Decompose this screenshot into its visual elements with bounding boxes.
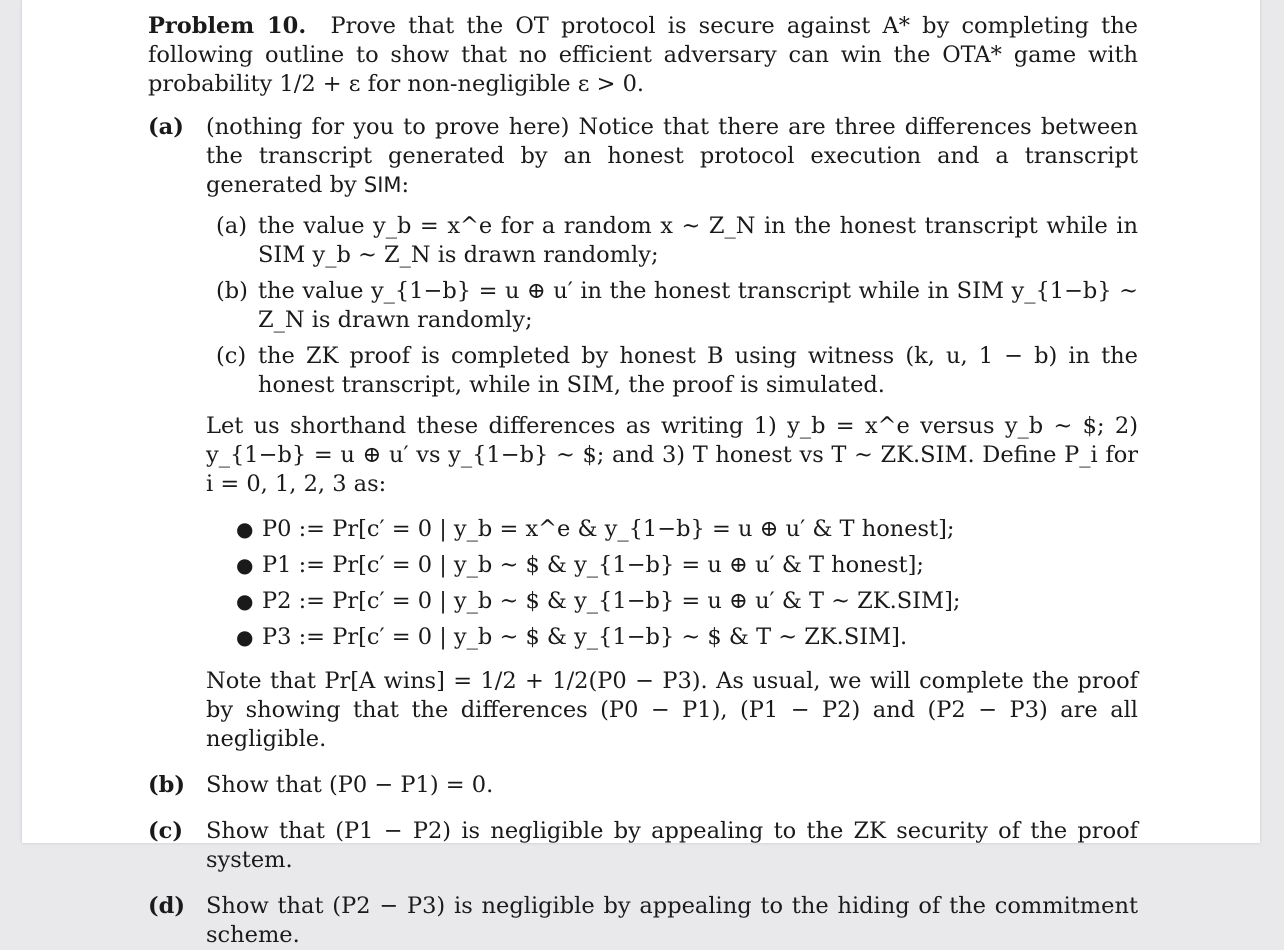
part-d: (d) Show that (P2 − P3) is negligible by appealing to the hiding of the commitment scheme.	[148, 893, 1138, 948]
problem-intro	[148, 12, 1138, 99]
shorthand-paragraph: Let us shorthand these differences as writing 1) y_b = x^e versus y_b ~ $; 2) y_{1−b} = u ⊕ u′ vs y_{1−b} ~ $; and 3) T honest vs T ~ ZK.SIM. Define P_i for i = 0, 1, 2, 3 as:	[206, 413, 1138, 497]
problem-content	[148, 12, 1138, 950]
definition-item: ● P0 := Pr[c′ = 0 | y_b = x^e & y_{1−b} = u ⊕ u′ & T honest];	[236, 511, 1138, 547]
problem-intro-text: Prove that the OT protocol is secure against A* by completing the following outline to show that no efficient adversary can win the OTA* game with probability 1/2 + ε for non-negligible ε > 0.	[148, 13, 1138, 97]
differences-list	[216, 212, 1138, 400]
definition-item: ● P2 := Pr[c′ = 0 | y_b ~ $ & y_{1−b} = u ⊕ u′ & T ~ ZK.SIM];	[236, 583, 1138, 619]
part-b: (b) Show that (P0 − P1) = 0.	[148, 772, 494, 798]
note-paragraph: Note that Pr[A wins] = 1/2 + 1/2(P0 − P3). As usual, we will complete the proof by showing that the differences (P0 − P1), (P1 − P2) and (P2 − P3) are all negligible.	[206, 668, 1138, 752]
document-page	[22, 0, 1260, 948]
sim-term: SIM	[363, 173, 402, 197]
definition-item: ● P1 := Pr[c′ = 0 | y_b ~ $ & y_{1−b} = u ⊕ u′ & T honest];	[236, 547, 1138, 583]
difference-item: (c) the ZK proof is completed by honest B using witness (k, u, 1 − b) in the honest transcript, while in SIM, the proof is simulated.	[216, 343, 1138, 398]
bullet-icon: ●	[236, 589, 254, 613]
part-a	[148, 113, 1138, 200]
definition-item: ● P3 := Pr[c′ = 0 | y_b ~ $ & y_{1−b} ~ $ & T ~ ZK.SIM].	[236, 619, 1138, 655]
bullet-icon: ●	[236, 553, 254, 577]
bullet-icon: ●	[236, 625, 254, 649]
difference-item: (a) the value y_b = x^e for a random x ~ Z_N in the honest transcript while in SIM y_b ~ Z_N is drawn randomly;	[216, 213, 1138, 268]
bullet-icon: ●	[236, 517, 254, 541]
part-a-text: (nothing for you to prove here) Notice that there are three differences between the transcript generated by an honest protocol execution and a transcript generated by SIM:	[206, 114, 1138, 198]
difference-item: (b) the value y_{1−b} = u ⊕ u′ in the honest transcript while in SIM y_{1−b} ~ Z_N is drawn randomly;	[216, 278, 1138, 333]
problem-label: Problem 10.	[148, 13, 307, 39]
part-c: (c) Show that (P1 − P2) is negligible by appealing to the ZK security of the proof system.	[148, 818, 1138, 873]
part-a-label: (a)	[148, 114, 184, 140]
probability-definitions	[236, 511, 1138, 655]
